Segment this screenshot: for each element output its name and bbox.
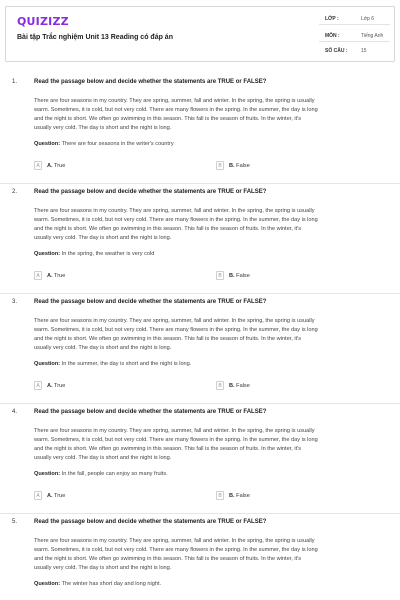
passage-line: There are four seasons in my country. They are spring, summer, fall and winter. In the spring, the spring is usually — [34, 208, 315, 214]
question-divider — [0, 513, 400, 514]
question-text: In the spring, the weather is very cold — [61, 251, 155, 257]
question-text: The winter has short day and long night. — [61, 581, 162, 587]
passage-line: and the night is short. We often go swimming in this season. This fall is the season of fruits. In the winter, it's — [34, 336, 302, 342]
passage-line: There are four seasons in my country. They are spring, summer, fall and winter. In the spring, the spring is usually — [34, 428, 315, 434]
question-instruction: Read the passage below and decide whether the statements are TRUE or FALSE? — [34, 299, 267, 305]
question-number: 3. — [12, 299, 18, 305]
meta-key: MÔN : — [325, 33, 340, 39]
passage-line: and the night is short. We often go swimming in this season. This fall is the season of fruits. In the winter, it's — [34, 116, 302, 122]
question-text: In the summer, the day is short and the night is long. — [61, 361, 192, 367]
question-item — [12, 79, 390, 179]
option-prefix: B. — [229, 272, 235, 279]
option-text: False — [236, 492, 250, 499]
passage-line: warm. Sometimes, it is cold, but not very cold. There are many flowers in the spring. In the summer, the day is long — [34, 217, 318, 223]
option-text: True — [54, 492, 66, 499]
passage-line: There are four seasons in my country. They are spring, summer, fall and winter. In the spring, the spring is usually — [34, 538, 315, 544]
question-text: In the fall, people can enjoy so many fruits. — [61, 471, 168, 477]
page-title: Bài tập Trắc nghiệm Unit 13 Reading có đáp án — [17, 34, 173, 41]
question-item — [12, 519, 390, 600]
answer-option-a[interactable] — [34, 161, 65, 170]
passage-line: warm. Sometimes, it is cold, but not very cold. There are many flowers in the spring. In the summer, the day is long — [34, 437, 318, 443]
reading-passage — [34, 317, 399, 353]
option-text: True — [54, 382, 66, 389]
question-label: Question: — [34, 581, 61, 587]
option-text: True — [54, 272, 66, 279]
question-item — [12, 189, 390, 289]
question-number: 4. — [12, 409, 18, 415]
meta-key: LỚP : — [325, 16, 339, 22]
question-divider — [0, 183, 400, 184]
passage-line: usually very cold. The day is short and the night is long. — [34, 455, 172, 461]
option-prefix: B. — [229, 492, 235, 499]
question-instruction: Read the passage below and decide whether the statements are TRUE or FALSE? — [34, 79, 267, 85]
question-instruction: Read the passage below and decide whether the statements are TRUE or FALSE? — [34, 519, 267, 525]
option-letter-box: B — [216, 381, 224, 390]
question-prompt — [34, 581, 161, 587]
question-instruction: Read the passage below and decide whether the statements are TRUE or FALSE? — [34, 189, 267, 195]
option-text: False — [236, 272, 250, 279]
option-prefix: B. — [229, 382, 235, 389]
passage-line: warm. Sometimes, it is cold, but not very cold. There are many flowers in the spring. In the summer, the day is long — [34, 547, 318, 553]
meta-value: 15 — [361, 48, 367, 54]
question-prompt — [34, 471, 168, 477]
passage-line: warm. Sometimes, it is cold, but not very cold. There are many flowers in the spring. In the summer, the day is long — [34, 327, 318, 333]
question-prompt — [34, 361, 191, 367]
question-label: Question: — [34, 141, 61, 147]
worksheet-header — [5, 6, 395, 62]
question-item — [12, 409, 390, 509]
passage-line: and the night is short. We often go swimming in this season. This fall is the season of fruits. In the winter, it's — [34, 226, 302, 232]
answer-option-b[interactable] — [216, 271, 250, 280]
option-prefix: B. — [229, 162, 235, 169]
question-label: Question: — [34, 361, 61, 367]
reading-passage — [34, 207, 399, 243]
question-number: 1. — [12, 79, 18, 85]
reading-passage — [34, 537, 399, 573]
question-number: 5. — [12, 519, 18, 525]
meta-divider — [319, 24, 390, 25]
option-prefix: A. — [47, 492, 53, 499]
option-prefix: A. — [47, 272, 53, 279]
question-prompt — [34, 141, 174, 147]
option-letter-box: A — [34, 161, 42, 170]
question-instruction: Read the passage below and decide whether the statements are TRUE or FALSE? — [34, 409, 267, 415]
passage-line: warm. Sometimes, it is cold, but not very cold. There are many flowers in the spring. In the summer, the day is long — [34, 107, 318, 113]
passage-line: usually very cold. The day is short and the night is long. — [34, 345, 172, 351]
reading-passage — [34, 427, 399, 463]
passage-line: usually very cold. The day is short and the night is long. — [34, 125, 172, 131]
meta-value: Tiếng Anh — [361, 33, 384, 39]
option-text: True — [54, 162, 66, 169]
option-letter-box: A — [34, 271, 42, 280]
passage-line: and the night is short. We often go swimming in this season. This fall is the season of fruits. In the winter, it's — [34, 556, 302, 562]
option-letter-box: B — [216, 161, 224, 170]
option-letter-box: A — [34, 381, 42, 390]
question-divider — [0, 293, 400, 294]
question-label: Question: — [34, 251, 61, 257]
passage-line: There are four seasons in my country. They are spring, summer, fall and winter. In the spring, the spring is usually — [34, 98, 315, 104]
passage-line: usually very cold. The day is short and the night is long. — [34, 565, 172, 571]
answer-option-a[interactable] — [34, 271, 65, 280]
question-prompt — [34, 251, 154, 257]
meta-value: Lớp 6 — [361, 16, 375, 22]
option-prefix: A. — [47, 162, 53, 169]
question-item — [12, 299, 390, 399]
meta-key: SỐ CÂU : — [325, 48, 348, 54]
option-letter-box: A — [34, 491, 42, 500]
answer-option-a[interactable] — [34, 491, 65, 500]
option-text: False — [236, 162, 250, 169]
question-divider — [0, 403, 400, 404]
option-prefix: A. — [47, 382, 53, 389]
answer-option-b[interactable] — [216, 491, 250, 500]
option-text: False — [236, 382, 250, 389]
option-letter-box: B — [216, 491, 224, 500]
answer-option-b[interactable] — [216, 161, 250, 170]
question-text: There are four seasons in the writer's country — [61, 141, 174, 147]
answer-option-a[interactable] — [34, 381, 65, 390]
passage-line: and the night is short. We often go swimming in this season. This fall is the season of fruits. In the winter, it's — [34, 446, 302, 452]
quizizz-logo: QUIZIZZ — [17, 15, 69, 28]
question-number: 2. — [12, 189, 18, 195]
option-letter-box: B — [216, 271, 224, 280]
answer-option-b[interactable] — [216, 381, 250, 390]
passage-line: There are four seasons in my country. They are spring, summer, fall and winter. In the spring, the spring is usually — [34, 318, 315, 324]
question-label: Question: — [34, 471, 61, 477]
reading-passage — [34, 97, 399, 133]
meta-divider — [319, 41, 390, 42]
passage-line: usually very cold. The day is short and the night is long. — [34, 235, 172, 241]
